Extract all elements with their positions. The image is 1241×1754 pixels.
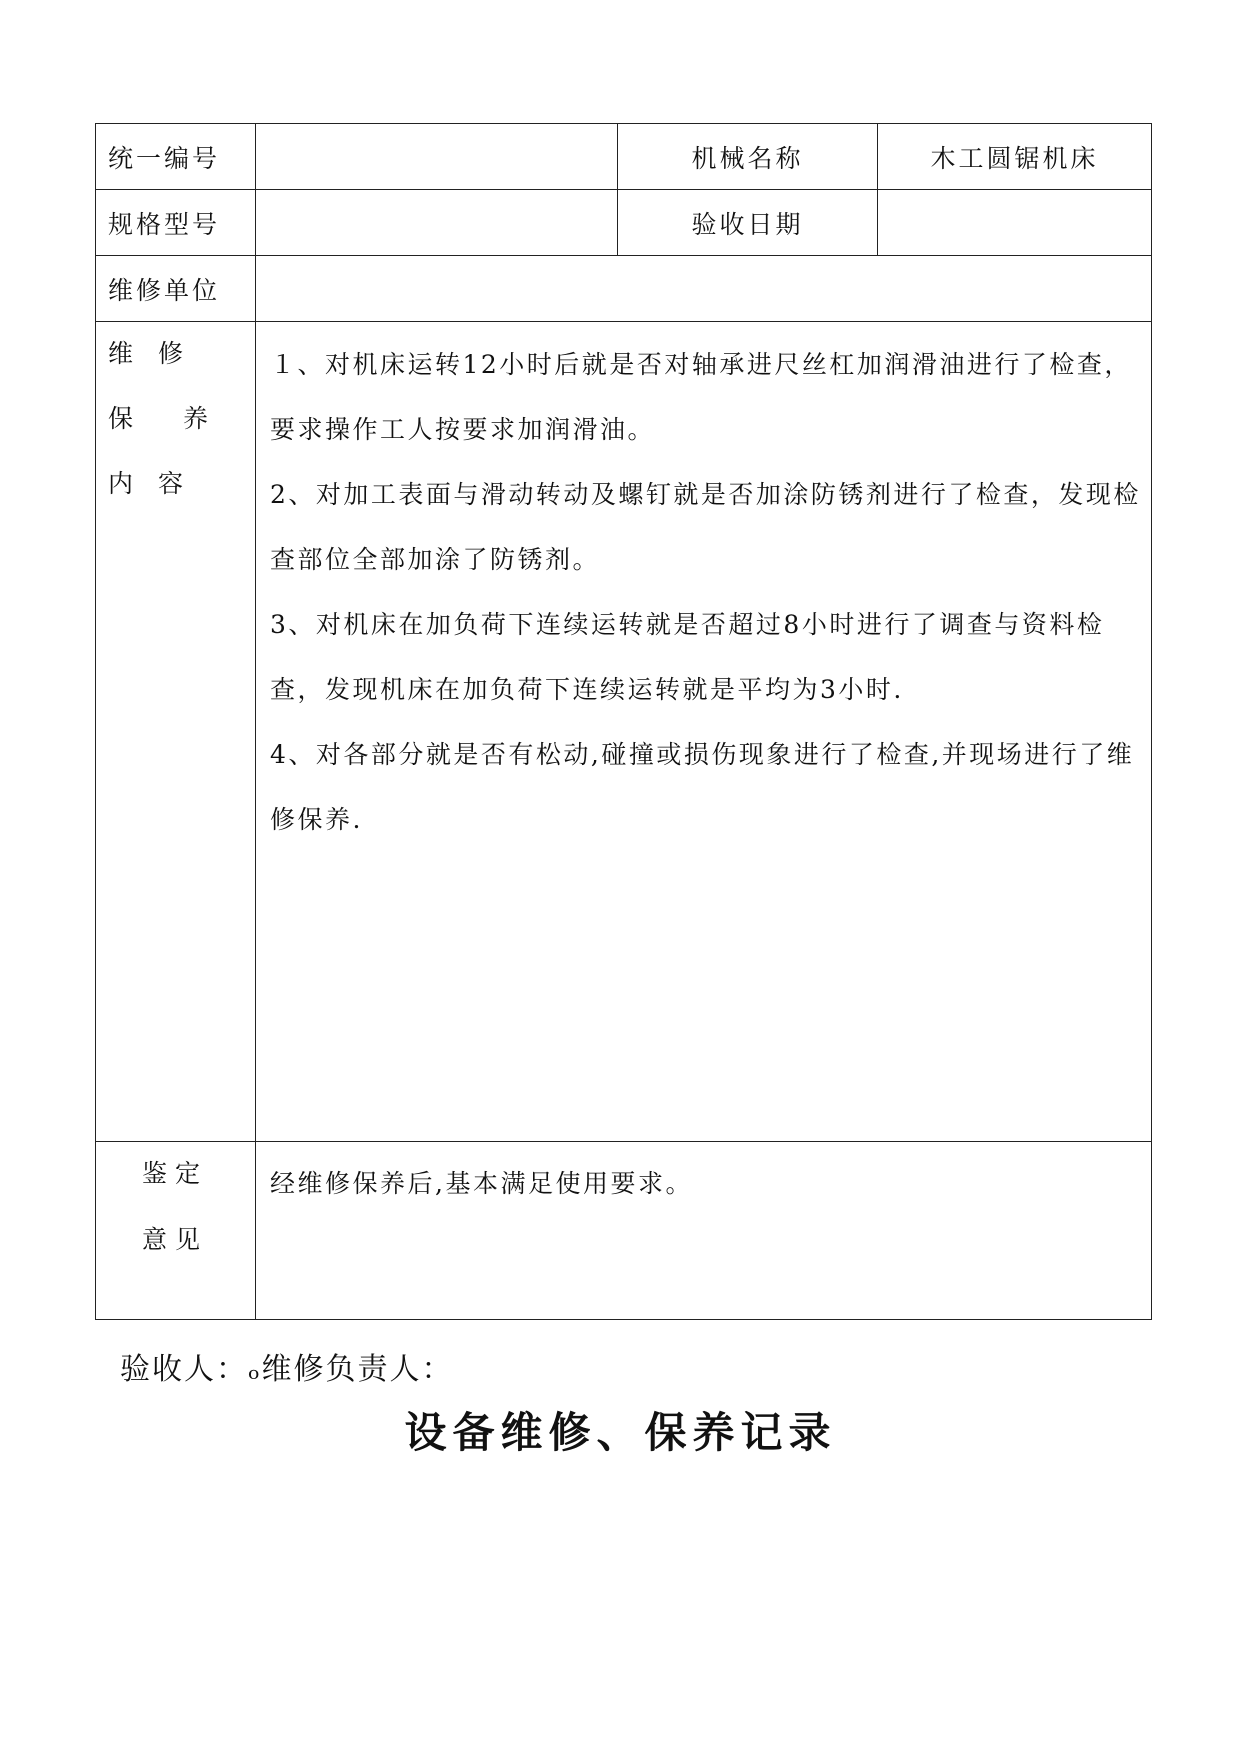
table-row	[96, 190, 1152, 256]
repair-unit-value	[256, 256, 1152, 322]
spec-model-value	[256, 190, 618, 256]
maintenance-item: １、对机床运转12小时后就是否对轴承进尺丝杠加润滑油进行了检查，要求操作工人按要求加润滑油。	[270, 350, 1132, 444]
machine-name-label: 机械名称	[618, 124, 878, 190]
label-line: 内 容	[108, 469, 184, 498]
acceptance-date-value	[878, 190, 1152, 256]
label-line: 意 见	[142, 1225, 200, 1254]
appraisal-opinion-text: 经维修保养后,基本满足使用要求。	[270, 1169, 693, 1198]
label-line: 保 养	[108, 404, 209, 433]
maintenance-item: 3、对机床在加负荷下连续运转就是否超过8小时进行了调查与资料检查，发现机床在加负荷下连续运转就是平均为3小时.	[270, 610, 1105, 704]
repair-unit-label: 维修单位	[96, 256, 256, 322]
unified-number-label: 统一编号	[96, 124, 256, 190]
maintenance-item: 4、对各部分就是否有松动,碰撞或损伤现象进行了检查,并现场进行了维修保养.	[270, 740, 1135, 834]
maintenance-record-table	[95, 123, 1152, 1320]
maintenance-content	[256, 322, 1152, 1142]
table-row	[96, 256, 1152, 322]
spec-model-label: 规格型号	[96, 190, 256, 256]
table-row	[96, 124, 1152, 190]
page-title: 设备维修、保养记录	[404, 1408, 837, 1457]
unified-number-value	[256, 124, 618, 190]
label-line: 鉴 定	[142, 1159, 200, 1188]
acceptance-date-label: 验收日期	[618, 190, 878, 256]
table-row	[96, 1142, 1152, 1320]
label-line: 维 修	[108, 339, 184, 368]
appraisal-opinion	[256, 1142, 1152, 1320]
table-row	[96, 322, 1152, 1142]
machine-name-value: 木工圆锯机床	[878, 124, 1152, 190]
signers-line: 验收人：ₒ维修负责人：	[120, 1352, 454, 1387]
maintenance-item: 2、对加工表面与滑动转动及螺钉就是否加涂防锈剂进行了检查，发现检查部位全部加涂了防锈剂。	[270, 480, 1141, 574]
maintenance-content-label	[96, 322, 256, 1142]
appraisal-opinion-label	[96, 1142, 256, 1320]
